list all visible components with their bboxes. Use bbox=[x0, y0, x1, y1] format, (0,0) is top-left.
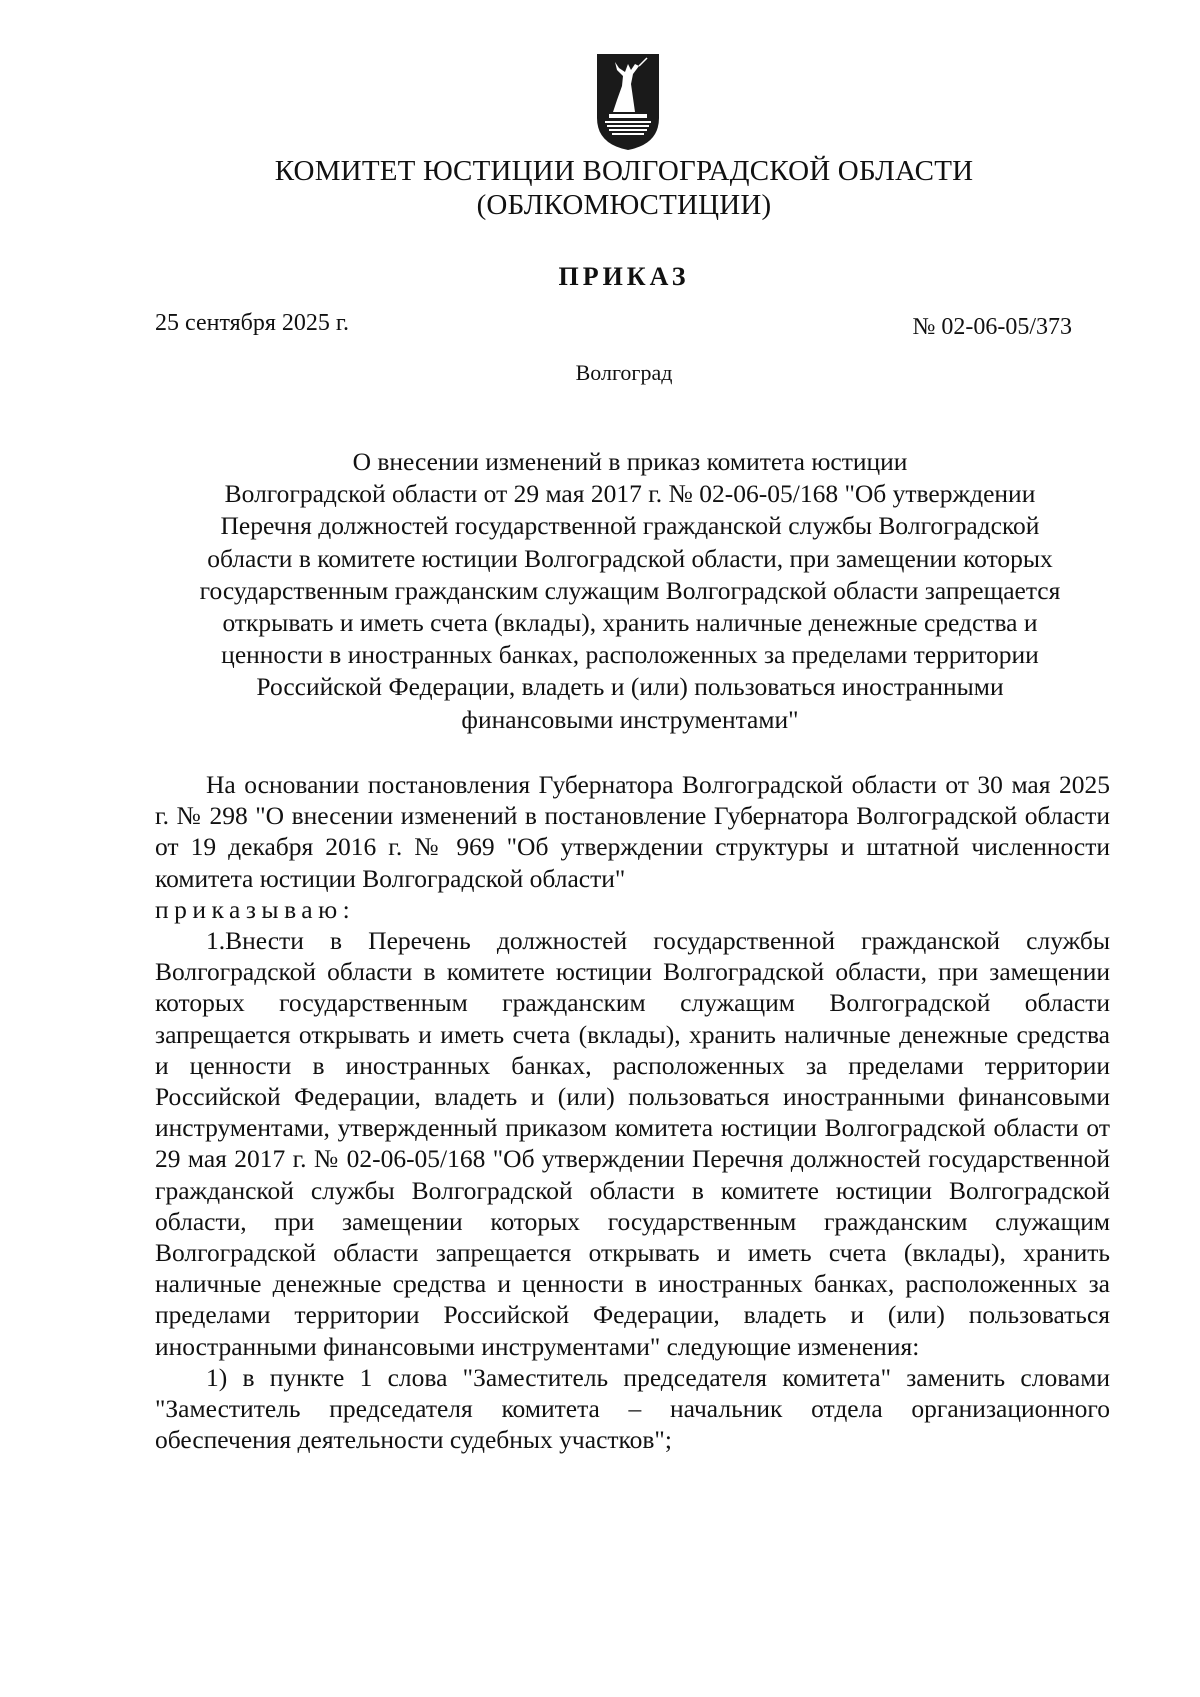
document-date: 25 сентября 2025 г. bbox=[155, 310, 350, 336]
title-line: открывать и иметь счета (вклады), хранить наличные денежные средства и bbox=[222, 608, 1038, 638]
title-line: Российской Федерации, владеть и (или) пользоваться иностранными bbox=[256, 672, 1004, 702]
title-line: Волгоградской области от 29 мая 2017 г. № 02-06-05/168 "Об утверждении bbox=[224, 479, 1036, 509]
organization-name: КОМИТЕТ ЮСТИЦИИ ВОЛГОГРАДСКОЙ ОБЛАСТИ bbox=[274, 155, 974, 187]
order-word: приказываю: bbox=[155, 894, 356, 924]
organization-short-name: (ОБЛКОМЮСТИЦИИ) bbox=[476, 189, 772, 221]
title-line: ценности в иностранных банках, расположенных за пределами территории bbox=[221, 640, 1039, 670]
document-number: № 02-06-05/373 bbox=[912, 314, 1072, 340]
preamble-paragraph bbox=[155, 769, 1110, 925]
document-body bbox=[155, 769, 1110, 1455]
volgograd-motherland-emblem-icon bbox=[595, 52, 661, 152]
document-type: ПРИКАЗ bbox=[558, 262, 690, 291]
title-line: области в комитете юстиции Волгоградской области, при замещении которых bbox=[207, 543, 1053, 573]
subitem-1-paragraph: 1) в пункте 1 слова "Заместитель председателя комитета" заменить словами "Заместитель председателя комитета – начальник отдела организационного обеспечения деятельности судебных участков"; bbox=[155, 1362, 1110, 1455]
title-line: государственным гражданским служащим Волгоградской области запрещается bbox=[199, 575, 1061, 605]
preamble-text: На основании постановления Губернатора Волгоградской области от 30 мая 2025 г. № 298 "О внесении изменений в постановление Губернатора Волгоградской области от 19 декабря 2016 г. № 969 "Об утверждении структуры и штатной численности комитета юстиции Волгоградской области" bbox=[155, 770, 1110, 893]
title-line: финансовыми инструментами" bbox=[461, 704, 799, 734]
item-1-paragraph: 1.Внести в Перечень должностей государственной гражданской службы Волгоградской области в комитете юстиции Волгоградской области, при замещении которых государственным гражданским служащим Волгоградской области запрещается открывать и иметь счета (вклады), хранить наличные денежные средства и ценности в иностранных банках, расположенных за пределами территории Российской Федерации, владеть и (или) пользоваться иностранными финансовыми инструментами, утвержденный приказом комитета юстиции Волгоградской области от 29 мая 2017 г. № 02-06-05/168 "Об утверждении Перечня должностей государственной гражданской службы Волгоградской области в комитете юстиции Волгоградской области, при замещении которых государственным гражданским служащим Волгоградской области запрещается открывать и иметь счета (вклады), хранить наличные денежные средства и ценности в иностранных банках, расположенных за пределами территории Российской Федерации, владеть и (или) пользоваться иностранными финансовыми инструментами" следующие изменения: bbox=[155, 926, 1110, 1361]
document-title bbox=[150, 446, 1110, 736]
title-line: О внесении изменений в приказ комитета юстиции bbox=[352, 447, 908, 476]
title-line: Перечня должностей государственной гражданской службы Волгоградской bbox=[220, 511, 1040, 541]
document-city: Волгоград bbox=[575, 360, 673, 385]
